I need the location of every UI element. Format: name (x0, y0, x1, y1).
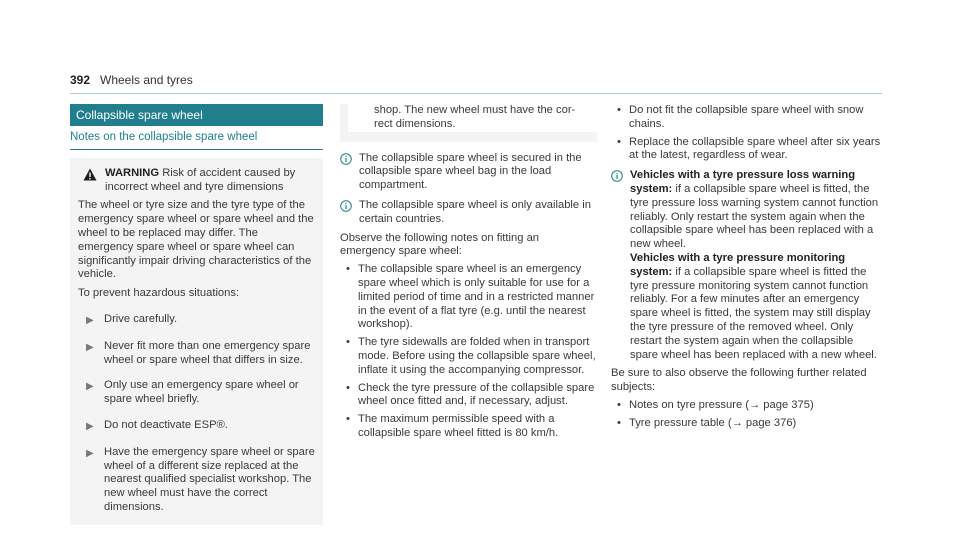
list-item: • The maximum permissible speed with a collapsible spare wheel fitted is 80 km/h. (346, 413, 559, 439)
warning-label: WARNING (105, 166, 160, 179)
warning-step: ▶ Only use an emergency spare wheel or spare wheel briefly. (86, 379, 299, 406)
warning-step: ▶ Never fit more than one emergency spare wheel or spare wheel that differs in size. (86, 339, 311, 366)
warning-box (70, 158, 323, 525)
cross-reference-link[interactable]: • Tyre pressure table (→ page 376) (617, 416, 797, 429)
column-3 (611, 104, 883, 431)
step-arrow-icon: ▶ (86, 314, 94, 326)
info-icon (340, 153, 353, 193)
step-arrow-icon: ▶ (86, 447, 94, 459)
continuation-text: shop. The new wheel must have the cor- rect dimensions. (348, 104, 597, 132)
warning-step: ▶ Drive carefully. (86, 312, 178, 326)
note: The collapsible spare wheel is secured in the collapsible spare wheel bag in the load compartment. (340, 152, 597, 193)
warning-prevent: To prevent hazardous situations: (78, 287, 240, 300)
column-2 (340, 104, 597, 441)
page-number: 392 (70, 73, 91, 87)
see-also-text: Be sure to also observe the following further related subjects: (611, 367, 867, 394)
note: The collapsible spare wheel is only available in certain countries. (340, 199, 597, 227)
step-arrow-icon: ▶ (86, 420, 94, 432)
list-item: • Replace the collapsible spare wheel after six years at the latest, regardless of wear. (617, 135, 881, 162)
section-title: Wheels and tyres (100, 73, 193, 87)
page-header (70, 73, 882, 94)
note-heading: Vehicles with a tyre pressure monitoring system: (630, 251, 846, 278)
list-item: • The collapsible spare wheel is an emergency spare wheel which is only suitable for use for a limited period of time and in a restricted manner in the event of a flat tyre (e.g. until the nearest workshop). (346, 263, 595, 331)
warning-step: ▶ Have the emergency spare wheel or spare wheel of a different size replaced at the nearest qualified specialist workshop. The new wheel must have the correct dimensions. (86, 445, 315, 513)
warning-step: ▶ Do not deactivate ESP®. (86, 418, 228, 432)
warning-title: Risk of accident caused by incorrect wheel and tyre dimensions (105, 166, 296, 193)
warning-body: The wheel or tyre size and the tyre type of the emergency spare wheel or spare wheel and the wheel to be replaced may differ. The emergency spare wheel or spare wheel can significantly impair driving characteristics of the vehicle. (78, 199, 314, 281)
step-arrow-icon: ▶ (86, 341, 94, 353)
column-1 (70, 104, 323, 525)
observe-text: Observe the following notes on fitting an emergency spare wheel: (340, 231, 540, 258)
note: Vehicles with a tyre pressure loss warning system: if a collapsible spare wheel is fitted, the tyre pressure loss warning system cannot function reliably. Only restart the system again when the collapsible spare wheel has been replaced with a new wheel. Vehicles with a tyre pressure monitoring system: if a collapsible spare wheel is fitted the tyre pressure monitoring system cannot function reliably. For a few minutes after an emergency spare wheel is fitted, the system may still display the tyre pressure of the removed wheel. Only restart the system again when the collapsible spare wheel has been replaced with a new wheel. (611, 169, 883, 362)
list-item: • The tyre sidewalls are folded when in transport mode. Before using the collapsible spare wheel, inflate it using the accompanying compressor. (346, 336, 596, 376)
list-item: • Check the tyre pressure of the collapsible spare wheel once fitted and, if necessary, adjust. (346, 381, 595, 408)
section-banner: Collapsible spare wheel (70, 104, 323, 126)
warning-triangle-icon (83, 168, 98, 186)
subheading: Notes on the collapsible spare wheel (70, 131, 323, 150)
list-item: • Do not fit the collapsible spare wheel with snow chains. (617, 104, 864, 130)
warning-header (78, 167, 315, 195)
step-arrow-icon: ▶ (86, 381, 94, 393)
note-heading: Vehicles with a tyre pressure loss warning system: (630, 169, 856, 195)
warning-continuation (340, 104, 597, 142)
cross-reference-link[interactable]: • Notes on tyre pressure (→ page 375) (617, 398, 814, 411)
info-icon (340, 200, 353, 227)
info-icon (611, 170, 624, 362)
